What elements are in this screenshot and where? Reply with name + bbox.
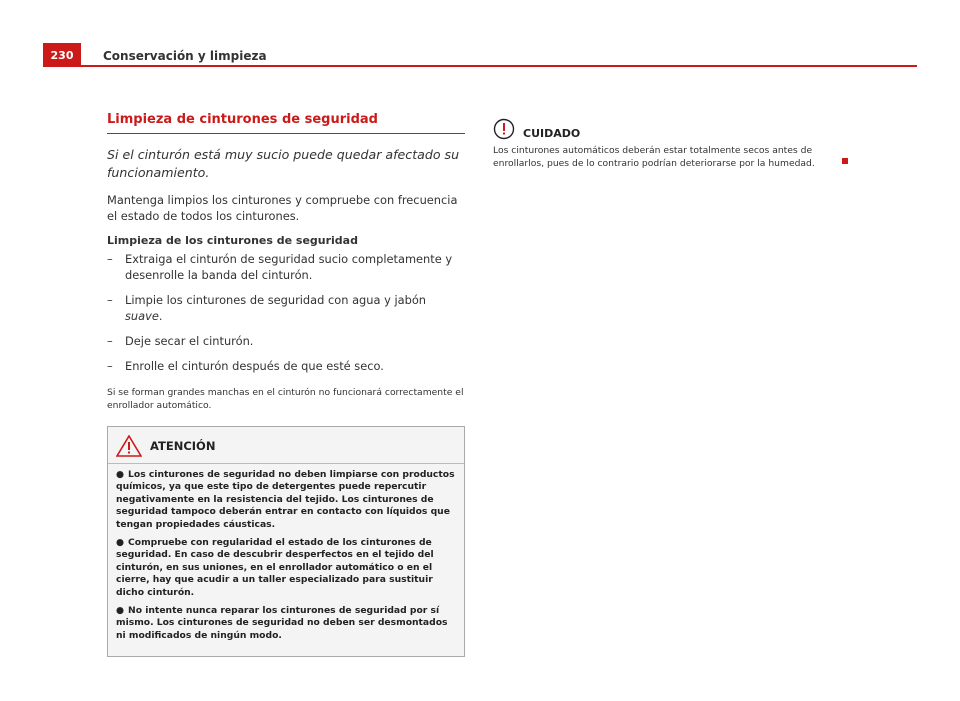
caution-title: CUIDADO	[523, 127, 581, 140]
section-intro: Si el cinturón está muy sucio puede quedar afectado su funcionamiento.	[107, 147, 460, 180]
step-dash: –	[107, 293, 113, 307]
steps-heading: Limpieza de los cinturones de seguridad	[107, 234, 358, 247]
step-text: Enrolle el cinturón después de que esté seco.	[125, 359, 384, 373]
step-item	[107, 251, 465, 283]
warning-item-text: No intente nunca reparar los cinturones de seguridad por sí mismo. Los cinturones de seguridad no deben ser desmontados ni modificados de ningún modo.	[116, 605, 448, 641]
step-item	[107, 358, 465, 374]
header-rule	[81, 65, 917, 67]
caution-header	[493, 118, 845, 140]
warning-item-text: Compruebe con regularidad el estado de los cinturones de seguridad. En caso de descubrir desperfectos en el tejido del cinturón, en sus uniones, en el enrollador automático o en el cierre, hay que acudir a un taller especializado para sustituir dicho cinturón.	[116, 537, 434, 598]
step-text: Extraiga el cinturón de seguridad sucio completamente y desenrolle la banda del cinturón.	[125, 252, 453, 282]
warning-triangle-icon	[116, 435, 142, 457]
exclamation-circle-icon	[493, 118, 515, 140]
step-item	[107, 333, 465, 349]
end-mark	[842, 158, 848, 164]
page-number: 230	[50, 49, 74, 62]
step-emphasis: suave	[125, 309, 159, 323]
step-text-end: .	[158, 309, 163, 323]
warning-title: ATENCIÓN	[150, 439, 216, 453]
left-column	[107, 112, 465, 657]
right-column	[493, 118, 845, 170]
warning-box	[107, 426, 465, 657]
step-dash: –	[107, 252, 113, 266]
section-paragraph: Mantenga limpios los cinturones y compruebe con frecuencia el estado de todos los cinturones.	[107, 193, 458, 223]
warning-item-text: Los cinturones de seguridad no deben limpiarse con productos químicos, ya que este tipo de detergentes puede repercutir negativamente en la resistencia del tejido. Los cinturones de seguridad tampoco deberán entrar en contacto con líquidos que tengan propiedades cáusticas.	[116, 469, 455, 530]
step-text: Limpie los cinturones de seguridad con agua y jabón	[125, 293, 427, 307]
step-dash: –	[107, 359, 113, 373]
bullet-icon: ●	[116, 605, 125, 617]
warning-header	[108, 433, 464, 464]
running-title: Conservación y limpieza	[103, 49, 267, 63]
warning-item	[116, 605, 456, 642]
bullet-icon: ●	[116, 469, 125, 480]
warning-item	[116, 537, 456, 599]
step-item	[107, 292, 465, 324]
step-dash: –	[107, 334, 113, 348]
section-title: Limpieza de cinturones de seguridad	[107, 112, 465, 134]
caution-text: Los cinturones automáticos deberán estar totalmente secos antes de enrollarlos, pues de lo contrario podrían deteriorarse por la humedad.	[493, 145, 815, 169]
warning-item	[116, 469, 456, 531]
bullet-icon: ●	[116, 537, 125, 549]
section-note: Si se forman grandes manchas en el cinturón no funcionará correctamente el enrollador automático.	[107, 387, 464, 411]
step-text: Deje secar el cinturón.	[125, 334, 254, 348]
